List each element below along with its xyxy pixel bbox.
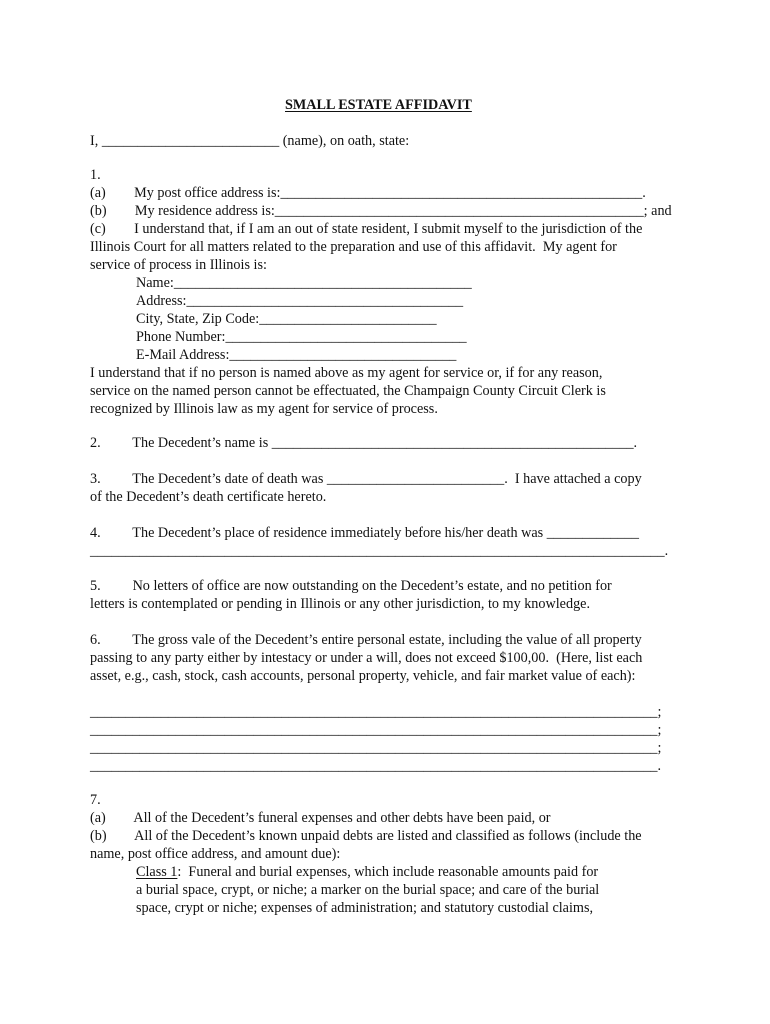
section-5-line-1: 5. No letters of office are now outstanding on the Decedent’s estate, and no petition for bbox=[90, 578, 612, 594]
section-4-line-2: _________________________________________________________________________________. bbox=[90, 543, 669, 559]
section-1-understand-line-2: service on the named person cannot be effectuated, the Champaign County Circuit Clerk is bbox=[90, 383, 606, 399]
asset-blank-line: ________________________________________________________________________________; bbox=[90, 722, 662, 738]
section-7a: (a) All of the Decedent’s funeral expenses and other debts have been paid, or bbox=[90, 810, 551, 826]
section-6-line-3: asset, e.g., cash, stock, cash accounts, personal property, vehicle, and fair market value of each): bbox=[90, 668, 636, 684]
asset-blank-line: ________________________________________________________________________________. bbox=[90, 758, 662, 774]
section-2-decedent-name: 2. The Decedent’s name is ___________________________________________________. bbox=[90, 435, 638, 451]
section-4-line-1: 4. The Decedent’s place of residence immediately before his/her death was _____________ bbox=[90, 525, 639, 541]
class-1-line-3: space, crypt or niche; expenses of administration; and statutory custodial claims, bbox=[136, 900, 594, 916]
section-5-line-2: letters is contemplated or pending in Illinois or any other jurisdiction, to my knowledge. bbox=[90, 596, 591, 612]
agent-address-field: Address:_______________________________________ bbox=[136, 293, 464, 309]
agent-city-state-zip-field: City, State, Zip Code:_________________________ bbox=[136, 311, 437, 327]
agent-name-field: Name:__________________________________________ bbox=[136, 275, 472, 291]
class-1-line-1 bbox=[136, 863, 598, 881]
section-1-number: 1. bbox=[90, 167, 101, 183]
section-1c-line-3: service of process in Illinois is: bbox=[90, 257, 267, 273]
section-1-understand-line-1: I understand that if no person is named above as my agent for service or, if for any reason, bbox=[90, 365, 603, 381]
section-7-number: 7. bbox=[90, 792, 101, 808]
intro-line: I, _________________________ (name), on oath, state: bbox=[90, 133, 410, 149]
agent-phone-field: Phone Number:__________________________________ bbox=[136, 329, 467, 345]
class-1-description: : Funeral and burial expenses, which include reasonable amounts paid for bbox=[177, 864, 599, 880]
section-1c-line-1: (c) I understand that, if I am an out of state resident, I submit myself to the jurisdiction of the bbox=[90, 221, 643, 237]
asset-blank-line: ________________________________________________________________________________; bbox=[90, 740, 662, 756]
section-1a-post-office-address: (a) My post office address is:___________________________________________________. bbox=[90, 185, 646, 201]
section-6-line-1: 6. The gross vale of the Decedent’s entire personal estate, including the value of all property bbox=[90, 632, 642, 648]
section-7b-line-2: name, post office address, and amount due): bbox=[90, 846, 341, 862]
section-3-line-2: of the Decedent’s death certificate hereto. bbox=[90, 489, 327, 505]
class-1-line-2: a burial space, crypt, or niche; a marker on the burial space; and care of the burial bbox=[136, 882, 600, 898]
asset-blank-line: ________________________________________________________________________________; bbox=[90, 704, 662, 720]
section-7b-line-1: (b) All of the Decedent’s known unpaid debts are listed and classified as follows (include the bbox=[90, 828, 642, 844]
document-title: SMALL ESTATE AFFIDAVIT bbox=[285, 97, 472, 113]
section-1c-line-2: Illinois Court for all matters related to the preparation and use of this affidavit. My agent for bbox=[90, 239, 617, 255]
section-3-line-1: 3. The Decedent’s date of death was _________________________. I have attached a copy bbox=[90, 471, 642, 487]
agent-email-field: E-Mail Address:________________________________ bbox=[136, 347, 457, 363]
section-1b-residence-address: (b) My residence address is:____________________________________________________; and bbox=[90, 203, 672, 219]
section-6-line-2: passing to any party either by intestacy or under a will, does not exceed $100,00. (Here, list each bbox=[90, 650, 643, 666]
class-1-label: Class 1 bbox=[136, 864, 178, 880]
section-1-understand-line-3: recognized by Illinois law as my agent for service of process. bbox=[90, 401, 438, 417]
